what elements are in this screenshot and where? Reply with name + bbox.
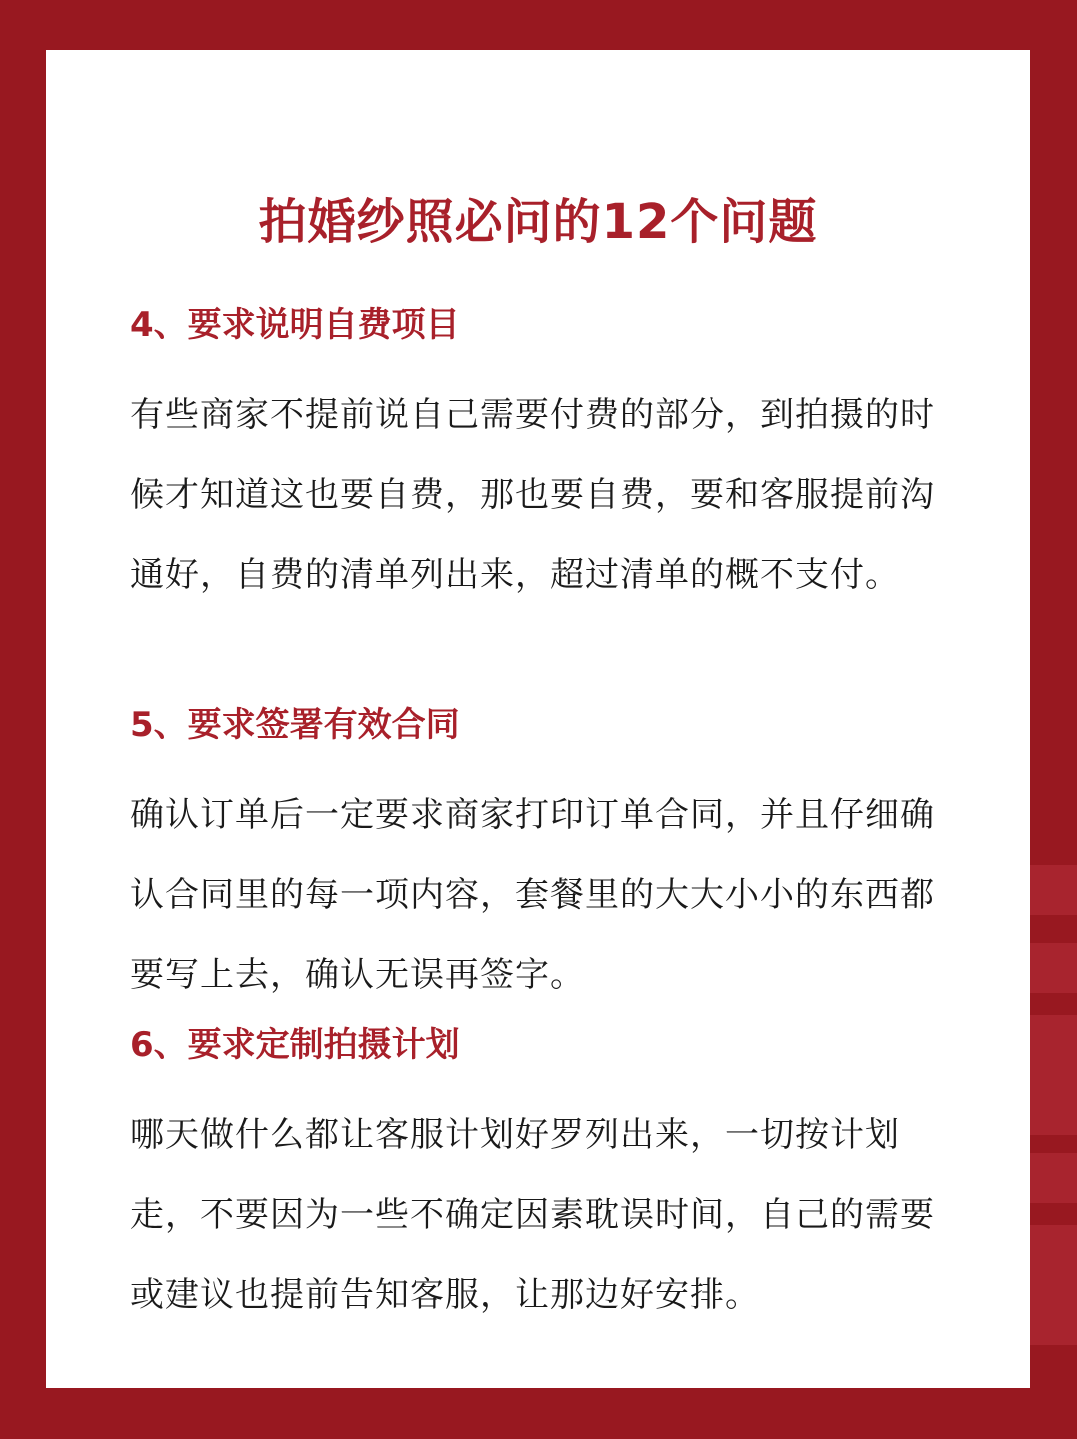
section-heading: 6、要求定制拍摄计划 xyxy=(130,1025,460,1065)
section-body: 有些商家不提前说自己需要付费的部分，到拍摄的时候才知道这也要自费，那也要自费，要和客服提前沟通好，自费的清单列出来，超过清单的概不支付。 xyxy=(130,395,935,595)
content-card xyxy=(46,50,1030,1388)
section-body: 确认订单后一定要求商家打印订单合同，并且仔细确认合同里的每一项内容，套餐里的大大小小的东西都要写上去，确认无误再签字。 xyxy=(130,795,935,995)
section-5 xyxy=(130,695,950,1015)
section-4 xyxy=(130,295,950,615)
section-body: 哪天做什么都让客服计划好罗列出来，一切按计划走，不要因为一些不确定因素耽误时间，自己的需要或建议也提前告知客服，让那边好安排。 xyxy=(130,1115,935,1315)
section-heading: 4、要求说明自费项目 xyxy=(130,305,460,345)
page-title: 拍婚纱照必问的12个问题 xyxy=(258,194,818,250)
section-6 xyxy=(130,1015,950,1335)
section-heading: 5、要求签署有效合同 xyxy=(130,705,460,745)
